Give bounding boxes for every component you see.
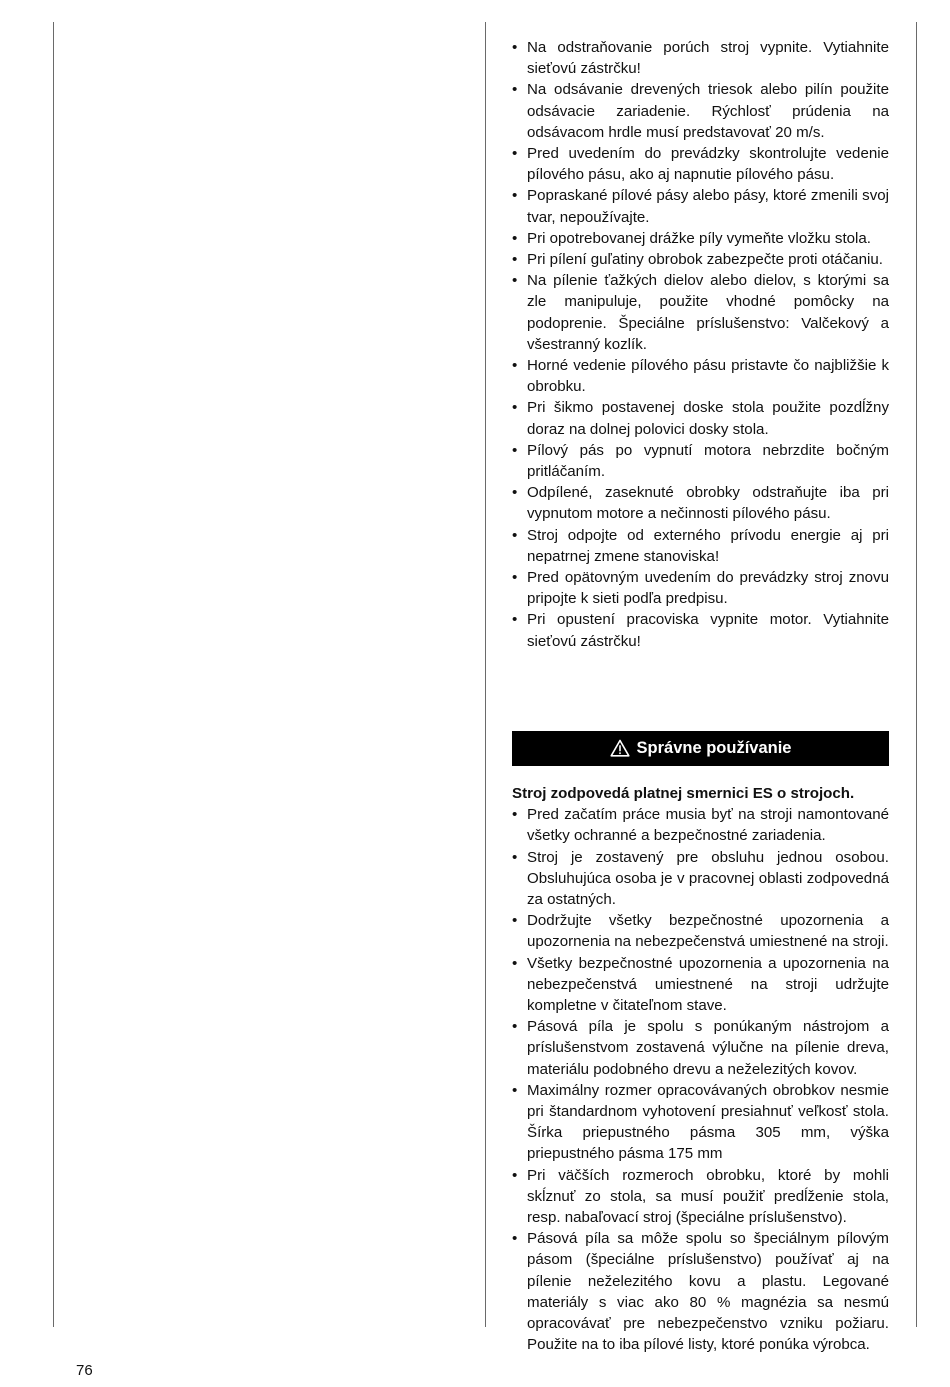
list-item: • Pred uvedením do prevádzky skontrolujte vedenie pílového pásu, ako aj napnutie pílového pásu. (512, 143, 889, 185)
left-column-rule (53, 22, 54, 1327)
page-number: 76 (76, 1362, 93, 1379)
list-item: • Pri väčších rozmeroch obrobku, ktoré by mohli skĺznuť zo stola, sa musí použiť predĺženie stola, resp. nabaľovací stroj (špeciálne príslušenstvo). (512, 1165, 889, 1229)
list-item: • Pásová píla je spolu s ponúkaným nástrojom a príslušenstvom zostavená výlučne na pílenie dreva, materiálu podobného drevu a neželezitých kovov. (512, 1016, 889, 1080)
list-item: • Horné vedenie pílového pásu pristavte čo najbližšie k obrobku. (512, 355, 889, 397)
section-title: Správne používanie (636, 739, 792, 757)
list-item: • Pri šikmo postavenej doske stola použite pozdĺžny doraz na dolnej polovici dosky stola. (512, 397, 889, 439)
safety-instructions-continued (512, 37, 889, 652)
list-item: • Pred začatím práce musia byť na stroji namontované všetky ochranné a bezpečnostné zariadenia. (512, 804, 889, 846)
list-item: • Odpílené, zaseknuté obrobky odstraňujte iba pri vypnutom motore a nečinnosti pílového pásu. (512, 482, 889, 524)
list-item: • Pri opustení pracoviska vypnite motor. Vytiahnite sieťovú zástrčku! (512, 609, 889, 651)
list-item: • Na pílenie ťažkých dielov alebo dielov, s ktorými sa zle manipuluje, použite vhodné pomôcky na podoprenie. Špeciálne príslušenstvo: Valčekový a všestranný kozlík. (512, 270, 889, 355)
list-item: • Na odstraňovanie porúch stroj vypnite. Vytiahnite sieťovú zástrčku! (512, 37, 889, 79)
list-item: • Pásová píla sa môže spolu so špeciálnym pílovým pásom (špeciálne príslušenstvo) používať aj na pílenie neželezitého kovu a plastu. Legované materiály s viac ako 80 % magnézia sa nesmú opracovávať pre nebezpečenstvo vzniku požiaru. Použite na to iba pílové listy, ktoré ponúka výrobca. (512, 1228, 889, 1355)
proper-use-list (512, 804, 889, 1355)
list-item: • Dodržujte všetky bezpečnostné upozornenia a upozornenia na nebezpečenstvá umiestnené na stroji. (512, 910, 889, 952)
list-item: • Popraskané pílové pásy alebo pásy, ktoré zmenili svoj tvar, nepoužívajte. (512, 185, 889, 227)
list-item: • Pri opotrebovanej drážke píly vymeňte vložku stola. (512, 228, 889, 249)
warning-triangle-icon (610, 739, 630, 757)
safety-list (512, 37, 889, 652)
proper-use-section (512, 783, 889, 1355)
middle-column-rule (485, 22, 486, 1327)
section-heading-bar (512, 731, 889, 766)
list-item: • Pred opätovným uvedením do prevádzky stroj znovu pripojte k sieti podľa predpisu. (512, 567, 889, 609)
list-item: • Maximálny rozmer opracovávaných obrobkov nesmie pri štandardnom vyhotovení presiahnuť veľkosť stola. Šírka priepustného pásma 305 mm, výška priepustného pásma 175 mm (512, 1080, 889, 1165)
list-item: • Stroj odpojte od externého prívodu energie aj pri nepatrnej zmene stanoviska! (512, 525, 889, 567)
list-item: • Všetky bezpečnostné upozornenia a upozornenia na nebezpečenstvá umiestnené na stroji udržujte kompletne v čitateľnom stave. (512, 953, 889, 1017)
list-item: • Stroj je zostavený pre obsluhu jednou osobou. Obsluhujúca osoba je v pracovnej oblasti zodpovedná za ostatných. (512, 847, 889, 911)
list-item: • Pílový pás po vypnutí motora nebrzdite bočným pritláčaním. (512, 440, 889, 482)
list-item: • Pri pílení guľatiny obrobok zabezpečte proti otáčaniu. (512, 249, 889, 270)
section-intro: Stroj zodpovedá platnej smernici ES o strojoch. (512, 785, 855, 802)
right-column-rule (916, 22, 917, 1327)
list-item: • Na odsávanie drevených triesok alebo pilín použite odsávacie zariadenie. Rýchlosť prúdenia na odsávacom hrdle musí predstavovať 20 m/s. (512, 79, 889, 143)
